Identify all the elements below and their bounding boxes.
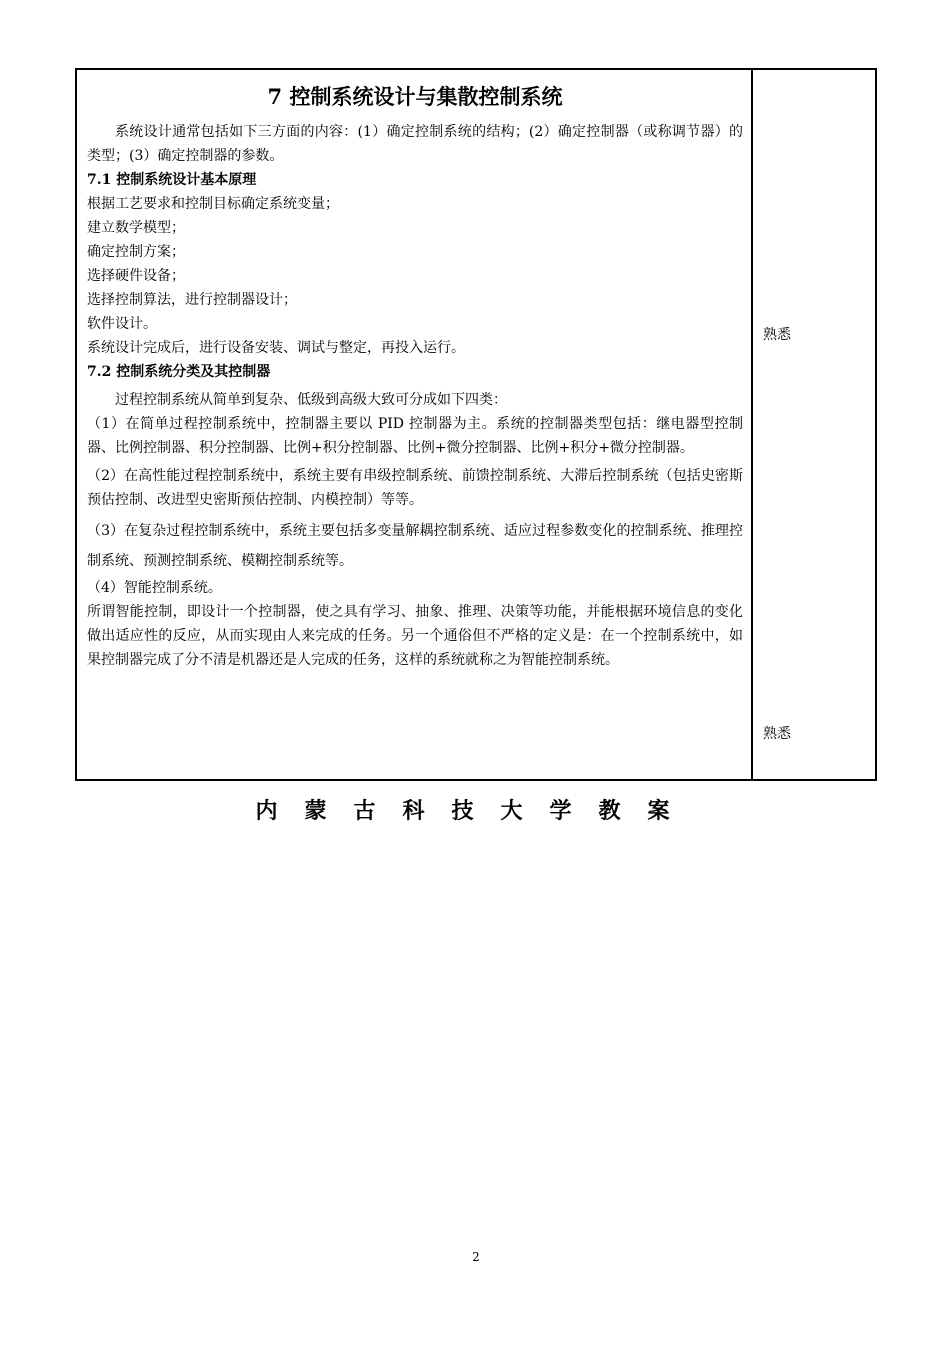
section-2-intro: 过程控制系统从简单到复杂、低级到高级大致可分成如下四类： — [115, 392, 507, 408]
section-1-line: 选择控制算法，进行控制器设计； — [87, 292, 297, 308]
section-2-item-4: （4）智能控制系统。 — [87, 580, 222, 596]
intro-paragraph: 系统设计通常包括如下三方面的内容：(1）确定控制系统的结构；(2）确定控制器（或称调节器）的类型；(3）确定控制器的参数。 — [87, 124, 743, 164]
side-note: 熟悉 — [763, 726, 791, 742]
section-2-item-2: （2）在高性能过程控制系统中，系统主要有串级控制系统、前馈控制系统、大滞后控制系统（包括史密斯预估控制、改进型史密斯预估控制、内模控制）等等。 — [87, 468, 743, 508]
page-number: 2 — [472, 1250, 480, 1264]
section-2-item-4-desc: 所谓智能控制，即设计一个控制器，使之具有学习、抽象、推理、决策等功能，并能根据环境信息的变化做出适应性的反应，从而实现由人来完成的任务。另一个通俗但不严格的定义是：在一个控制系统中，如果控制器完成了分不清是机器还是人完成的任务，这样的系统就称之为智能控制系统。 — [87, 604, 743, 668]
section-1-heading: 7.1 控制系统设计基本原理 — [87, 172, 257, 188]
section-2-item-1: （1）在简单过程控制系统中，控制器主要以 PID 控制器为主。系统的控制器类型包括：继电器型控制器、比例控制器、积分控制器、比例+积分控制器、比例+微分控制器、比例+积分+微分控制器。 — [87, 416, 743, 456]
section-1-line: 根据工艺要求和控制目标确定系统变量； — [87, 196, 339, 212]
side-note: 熟悉 — [763, 327, 791, 343]
section-1-line: 软件设计。 — [87, 316, 157, 332]
section-2-heading: 7.2 控制系统分类及其控制器 — [87, 364, 271, 380]
section-1-line: 建立数学模型； — [87, 220, 185, 236]
side-cell — [753, 70, 875, 779]
chapter-title: 7 控制系统设计与集散控制系统 — [267, 84, 563, 109]
section-1-line: 系统设计完成后，进行设备安装、调试与整定，再投入运行。 — [87, 340, 465, 356]
content-cell — [77, 70, 753, 779]
section-1-line: 确定控制方案； — [87, 244, 185, 260]
lesson-table — [75, 68, 877, 781]
section-2-item-3: （3）在复杂过程控制系统中，系统主要包括多变量解耦控制系统、适应过程参数变化的控制系统、推理控制系统、预测控制系统、模糊控制系统等。 — [87, 523, 743, 569]
footer-title: 内蒙古科技大学教案 — [255, 799, 697, 824]
section-1-line: 选择硬件设备； — [87, 268, 185, 284]
